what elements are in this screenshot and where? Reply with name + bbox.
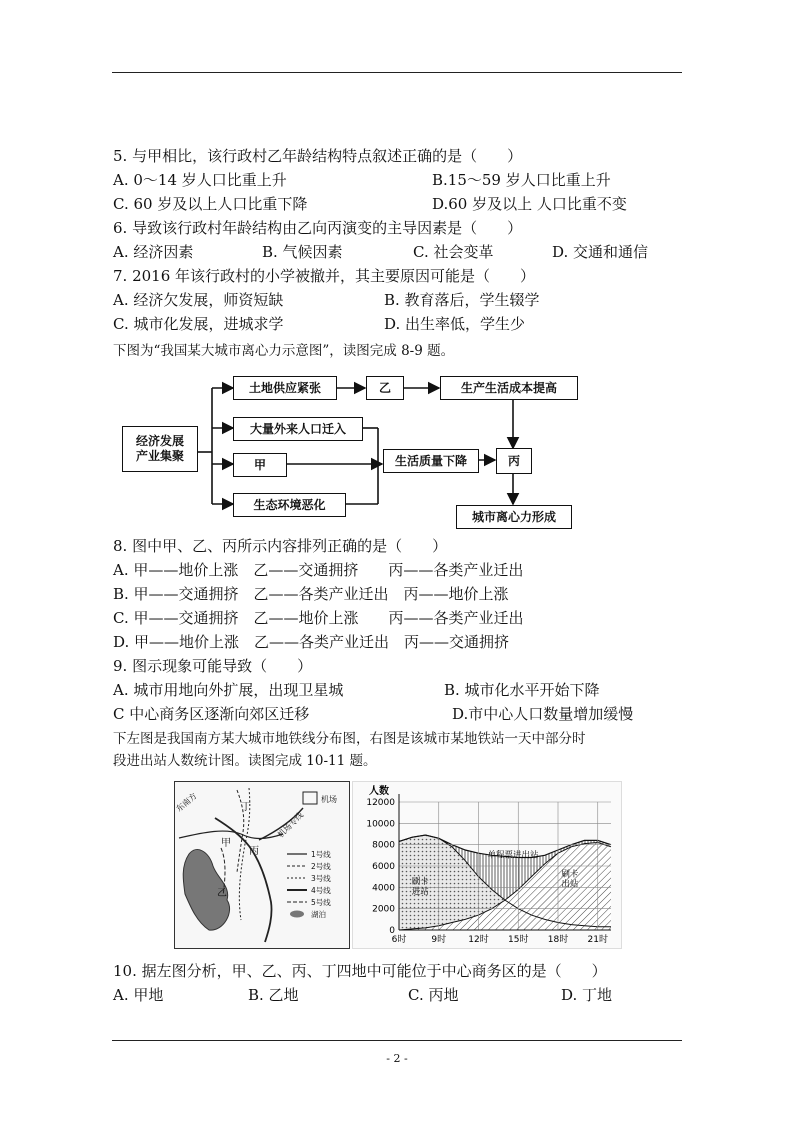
- q9-stem: 9. 图示现象可能导致（ ）: [113, 657, 313, 675]
- subway-line-1: [179, 831, 283, 838]
- legend-line-1: 1号线: [311, 850, 331, 859]
- q5-option-b[interactable]: B.15～59 岁人口比重上升: [432, 171, 611, 189]
- x-tick-label: 9时: [431, 935, 447, 945]
- airport-icon: [303, 792, 317, 804]
- q6-stem: 6. 导致该行政村年龄结构由乙向丙演变的主导因素是（ ）: [113, 219, 523, 237]
- annotation-card-entry: 刷卡进站: [411, 877, 429, 898]
- flow-yi-box: 乙: [366, 376, 404, 400]
- flow-land-box: 土地供应紧张: [233, 376, 337, 400]
- flow-jia-box: 甲: [233, 453, 287, 477]
- q9-option-b[interactable]: B. 城市化水平开始下降: [444, 681, 600, 699]
- q10-option-d[interactable]: D. 丁地: [561, 986, 613, 1004]
- subway-map-graphic: [175, 782, 349, 948]
- q10-option-b[interactable]: B. 乙地: [248, 986, 299, 1004]
- map-legend: [287, 849, 331, 919]
- passenger-chart: [352, 781, 622, 949]
- flow-migrants-box: 大量外来人口迁入: [233, 417, 363, 441]
- q7-stem: 7. 2016 年该行政村的小学被撤并，其主要原因可能是（ ）: [113, 267, 536, 285]
- flow-bing-box: 丙: [496, 448, 532, 474]
- x-tick-label: 12时: [468, 935, 489, 945]
- annotation-single-ticket: 单程票进出站: [487, 850, 539, 861]
- q5-stem: 5. 与甲相比，该行政村乙年龄结构特点叙述正确的是（ ）: [113, 147, 523, 165]
- y-tick-label: 8000: [372, 840, 395, 851]
- legend-line-5: 5号线: [311, 898, 331, 907]
- q6-option-a[interactable]: A. 经济因素: [113, 243, 194, 261]
- q9-option-d[interactable]: D.市中心人口数量增加缓慢: [452, 705, 634, 723]
- label-ding: 丁: [241, 802, 251, 813]
- q6-option-c[interactable]: C. 社会变革: [413, 243, 494, 261]
- flow-quality-box: 生活质量下降: [383, 449, 479, 473]
- q5-option-a[interactable]: A. 0～14 岁人口比重上升: [113, 171, 287, 189]
- y-axis-label: 人数: [369, 786, 389, 797]
- q6-option-d[interactable]: D. 交通和通信: [552, 243, 649, 261]
- q9-option-c[interactable]: C 中心商务区逐渐向郊区迁移: [113, 705, 310, 723]
- flow-eco-box: 生态环境恶化: [233, 493, 346, 517]
- q10-stem: 10. 据左图分析，甲、乙、丙、丁四地中可能位于中心商务区的是（ ）: [113, 962, 607, 980]
- x-tick-label: 18时: [547, 935, 569, 945]
- q7-option-b[interactable]: B. 教育落后，学生辍学: [384, 291, 540, 309]
- label-jia: 甲: [221, 838, 231, 849]
- x-tick-label: 21时: [587, 935, 608, 945]
- y-tick-label: 0: [389, 926, 395, 936]
- legend-line-3: 3号线: [311, 874, 331, 883]
- intro-10-11-line2: 段进出站人数统计图。读图完成 10-11 题。: [113, 753, 377, 769]
- flow-cost-box: 生产生活成本提高: [440, 376, 578, 400]
- flow-source-box: 经济发展 产业集聚: [122, 426, 198, 472]
- q7-option-d[interactable]: D. 出生率低，学生少: [384, 315, 526, 333]
- q9-option-a[interactable]: A. 城市用地向外扩展，出现卫星城: [113, 681, 344, 699]
- q7-option-c[interactable]: C. 城市化发展，进城求学: [113, 315, 284, 333]
- y-tick-label: 4000: [372, 883, 395, 894]
- q8-option-d[interactable]: D. 甲——地价上涨 乙——各类产业迁出 丙——交通拥挤: [113, 633, 510, 651]
- label-airport: 机场: [321, 795, 337, 804]
- q7-option-a[interactable]: A. 经济欠发展，师资短缺: [113, 291, 284, 309]
- label-corner: 东南方: [175, 791, 199, 814]
- label-yi: 乙: [217, 888, 227, 899]
- x-tick-label: 6时: [391, 935, 407, 945]
- passenger-chart-svg: [353, 782, 621, 948]
- flow-result-box: 城市离心力形成: [456, 505, 572, 529]
- q5-option-c[interactable]: C. 60 岁及以上人口比重下降: [113, 195, 308, 213]
- q8-stem: 8. 图中甲、乙、丙所示内容排列正确的是（ ）: [113, 537, 448, 555]
- q8-option-c[interactable]: C. 甲——交通拥挤 乙——地价上涨 丙——各类产业迁出: [113, 609, 524, 627]
- intro-10-11-line1: 下左图是我国南方某大城市地铁线分布图，右图是该城市某地铁站一天中部分时: [113, 731, 586, 747]
- legend-lake: 湖泊: [311, 910, 326, 919]
- label-bing: 丙: [249, 846, 259, 857]
- q6-option-b[interactable]: B. 气候因素: [262, 243, 343, 261]
- q10-option-a[interactable]: A. 甲地: [113, 986, 164, 1004]
- y-tick-label: 2000: [372, 904, 395, 915]
- page-number: - 2 -: [386, 1052, 408, 1065]
- y-tick-label: 12000: [366, 798, 395, 808]
- footer-rule: [112, 1040, 682, 1041]
- y-tick-label: 10000: [366, 819, 395, 830]
- legend-line-2: 2号线: [311, 862, 331, 871]
- q8-option-b[interactable]: B. 甲——交通拥挤 乙——各类产业迁出 丙——地价上涨: [113, 585, 509, 603]
- x-tick-label: 15时: [508, 935, 529, 945]
- label-airport-line: 机场专线: [276, 810, 306, 840]
- q5-option-d[interactable]: D.60 岁及以上 人口比重不变: [432, 195, 627, 213]
- flow-diagram: [120, 368, 590, 533]
- y-tick-label: 6000: [372, 862, 395, 872]
- subway-map: [174, 781, 350, 949]
- header-rule: [112, 72, 682, 73]
- q8-option-a[interactable]: A. 甲——地价上涨 乙——交通拥挤 丙——各类产业迁出: [113, 561, 524, 579]
- legend-line-4: 4号线: [311, 886, 331, 895]
- intro-8-9: 下图为“我国某大城市离心力示意图”，读图完成 8-9 题。: [113, 343, 455, 359]
- annotation-card-exit: 刷卡出站: [561, 869, 579, 890]
- q10-option-c[interactable]: C. 丙地: [408, 986, 459, 1004]
